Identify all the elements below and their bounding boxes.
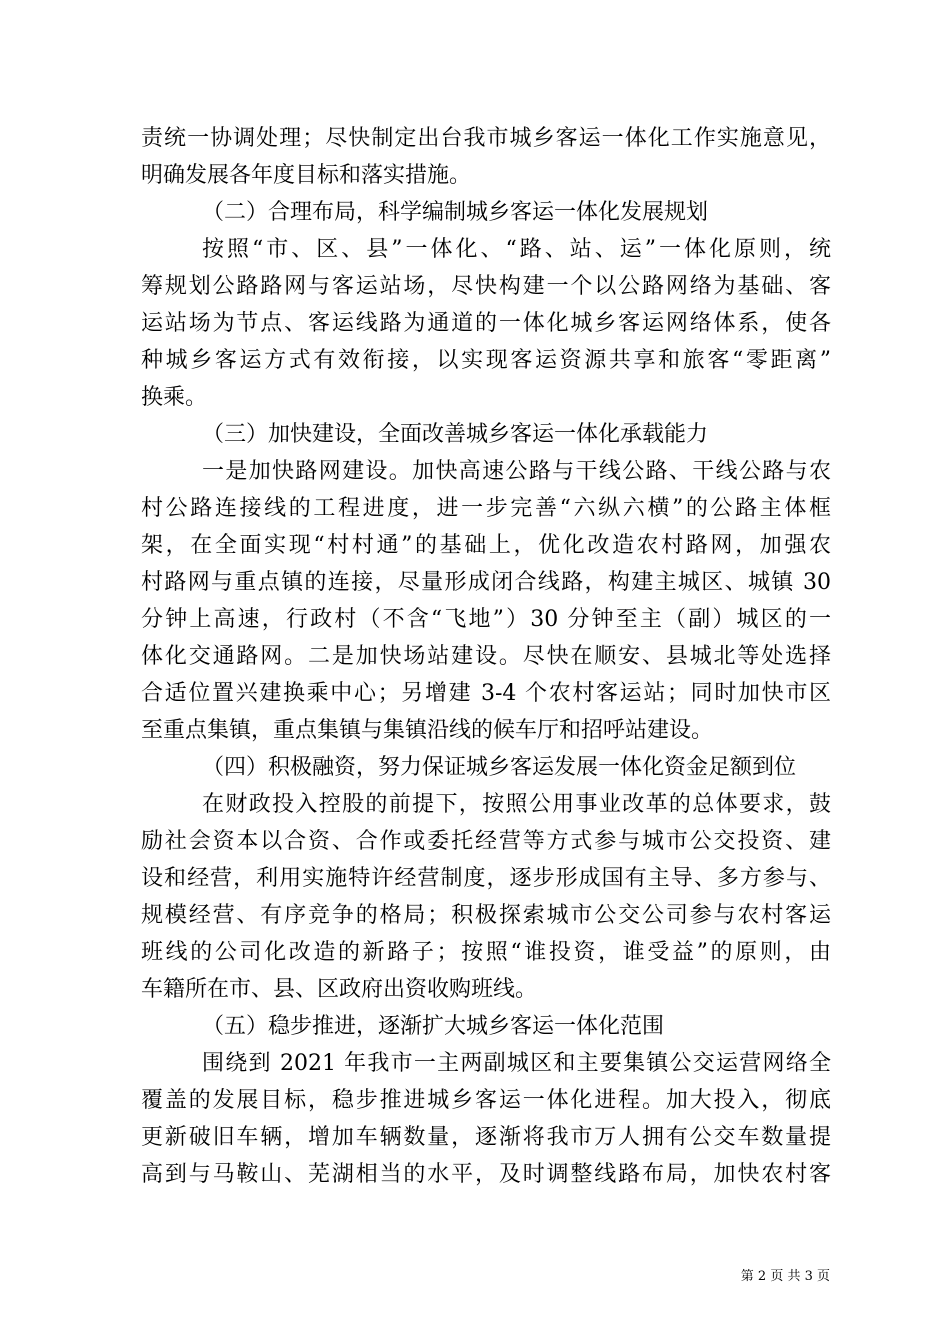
body-text-line: 设和经营，利用实施特许经营制度，逐步形成国有主导、多方参与、 [141, 866, 831, 891]
body-text-line: 一是加快路网建设。加快高速公路与干线公路、干线公路与农 [202, 459, 831, 484]
body-text-line: 分钟上高速，行政村（不含“飞地”）30 分钟至主（副）城区的一 [141, 607, 831, 632]
body-text-line: 励社会资本以合资、合作或委托经营等方式参与城市公交投资、建 [141, 829, 831, 854]
body-text-line: 村路网与重点镇的连接，尽量形成闭合线路，构建主城区、城镇 30 [141, 570, 831, 595]
body-text-line: 责统一协调处理；尽快制定出台我市城乡客运一体化工作实施意见， [141, 126, 831, 151]
body-text-line: 车籍所在市、县、区政府出资收购班线。 [141, 977, 538, 1002]
body-text-line: 规模经营、有序竞争的格局；积极探索城市公交公司参与农村客运 [141, 903, 831, 928]
section-heading: （二）合理布局，科学编制城乡客运一体化发展规划 [202, 200, 709, 225]
body-text-line: 围绕到 2021 年我市一主两副城区和主要集镇公交运营网络全 [202, 1051, 831, 1076]
body-text-line: 换乘。 [141, 385, 208, 410]
body-text-line: 至重点集镇，重点集镇与集镇沿线的候车厅和招呼站建设。 [141, 718, 714, 743]
body-text-line: 更新破旧车辆，增加车辆数量，逐渐将我市万人拥有公交车数量提 [141, 1125, 831, 1150]
section-heading: （五）稳步推进，逐渐扩大城乡客运一体化范围 [202, 1014, 665, 1039]
body-text-line: 高到与马鞍山、芜湖相当的水平，及时调整线路布局，加快农村客 [141, 1162, 831, 1187]
body-text-line: 明确发展各年度目标和落实措施。 [141, 163, 472, 188]
body-text-line: 班线的公司化改造的新路子；按照“谁投资，谁受益”的原则，由 [141, 940, 831, 965]
body-text-line: 合适位置兴建换乘中心；另增建 3-4 个农村客运站；同时加快市区 [141, 681, 831, 706]
body-text-line: 在财政投入控股的前提下，按照公用事业改革的总体要求，鼓 [202, 792, 831, 817]
body-text-line: 按照“市、区、县”一体化、“路、站、运”一体化原则，统 [202, 237, 831, 262]
body-text-line: 种城乡客运方式有效衔接，以实现客运资源共享和旅客“零距离” [141, 348, 831, 373]
section-heading: （四）积极融资，努力保证城乡客运发展一体化资金足额到位 [202, 755, 797, 780]
body-text-line: 村公路连接线的工程进度，进一步完善“六纵六横”的公路主体框 [141, 496, 831, 521]
body-text-line: 架，在全面实现“村村通”的基础上，优化改造农村路网，加强农 [141, 533, 831, 558]
body-text-line: 覆盖的发展目标，稳步推进城乡客运一体化进程。加大投入，彻底 [141, 1088, 831, 1113]
body-text-line: 筹规划公路路网与客运站场，尽快构建一个以公路网络为基础、客 [141, 274, 831, 299]
section-heading: （三）加快建设，全面改善城乡客运一体化承载能力 [202, 422, 709, 447]
body-text-line: 体化交通路网。二是加快场站建设。尽快在顺安、县城北等处选择 [141, 644, 831, 669]
page-number: 第 2 页 共 3 页 [740, 1269, 830, 1284]
body-text-line: 运站场为节点、客运线路为通道的一体化城乡客运网络体系，使各 [141, 311, 831, 336]
